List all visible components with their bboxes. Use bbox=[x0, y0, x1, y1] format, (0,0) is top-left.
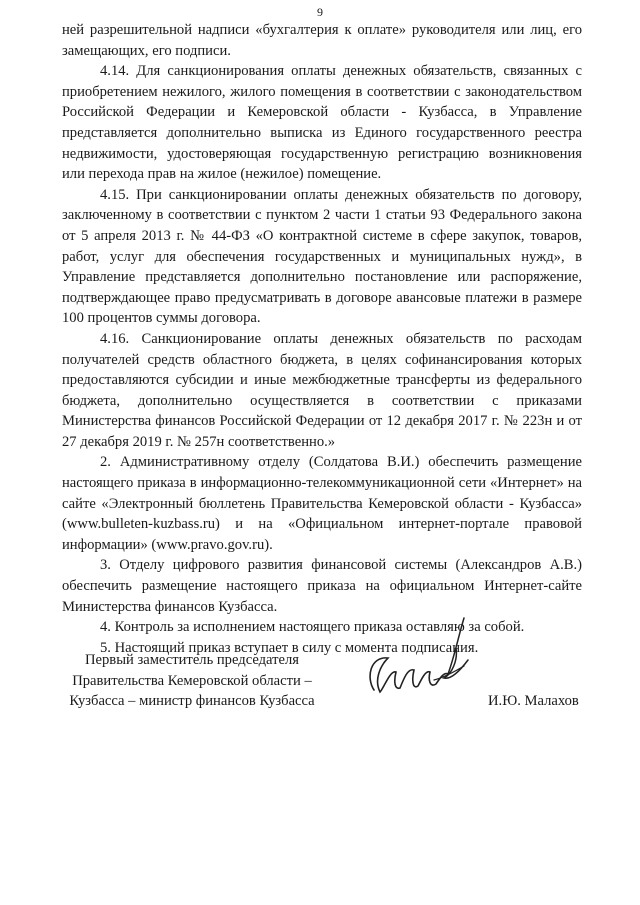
document-body bbox=[62, 20, 582, 658]
paragraph-4-16: 4.16. Санкционирование оплаты денежных обязательств по расходам получателей средств областного бюджета, в целях софинансирования которых предоставляются субсидии и иные межбюджетные трансферты из федерального бюджета, дополнительно осуществляется в соответствии с приказами Министерства финансов Российской Федерации от 12 декабря 2017 г. № 223н и от 27 декабря 2019 г. № 257н соответственно.» bbox=[62, 330, 582, 450]
signature-block bbox=[0, 650, 640, 710]
paragraph-4: 4. Контроль за исполнением настоящего приказа оставляю за собой. bbox=[100, 619, 525, 636]
paragraph-3: 3. Отделу цифрового развития финансовой системы (Александров А.В.) обеспечить размещение настоящего приказа на официальном Интернет-сайте Министерства финансов Кузбасса. bbox=[62, 557, 582, 615]
signatory-title-line: Кузбасса – министр финансов Кузбасса bbox=[69, 693, 315, 710]
signatory-name: И.Ю. Малахов bbox=[488, 693, 579, 709]
signatory-title bbox=[64, 650, 320, 712]
paragraph-continuation: ней разрешительной надписи «бухгалтерия к оплате» руководителя или лиц, его замещающих, его подписи. bbox=[62, 22, 582, 59]
paragraph-4-15: 4.15. При санкционировании оплаты денежных обязательств по договору, заключенному в соответствии с пунктом 2 части 1 статьи 93 Федерального закона от 5 апреля 2013 г. № 44-ФЗ «О контрактной системе в сфере закупок, товаров, работ, услуг для обеспечения государственных и муниципальных нужд», в Управление представляется дополнительно постановление или распоряжение, подтверждающее право предусматривать в договоре авансовые платежи в размере 100 процентов суммы договора. bbox=[62, 186, 582, 327]
paragraph-5: 5. Настоящий приказ вступает в силу с момента подписания. bbox=[100, 639, 479, 656]
signatory-title-line: Правительства Кемеровской области – bbox=[72, 672, 312, 689]
paragraph-4-14: 4.14. Для санкционирования оплаты денежных обязательств, связанных с приобретением нежилого, жилого помещения в соответствии с законодательством Российской Федерации и Кемеровской области - Кузбасса, в Управление представляется дополнительно выписка из Единого государственного реестра недвижимости, удостоверяющая государственную регистрацию возникновения или перехода прав на жилое (нежилое) помещение. bbox=[62, 63, 582, 183]
page-number: 9 bbox=[317, 5, 323, 19]
signatory-title-line: Первый заместитель председателя bbox=[84, 652, 300, 668]
paragraph-2: 2. Административному отделу (Солдатова В.И.) обеспечить размещение настоящего приказа в информационно-телекоммуникационной сети «Интернет» на сайте «Электронный бюллетень Правительства Кемеровской области - Кузбасса» (www.bulleten-kuzbass.ru) и на «Официальном интернет-портале правовой информации» (www.pravo.gov.ru). bbox=[62, 454, 582, 553]
handwritten-signature bbox=[364, 608, 476, 718]
